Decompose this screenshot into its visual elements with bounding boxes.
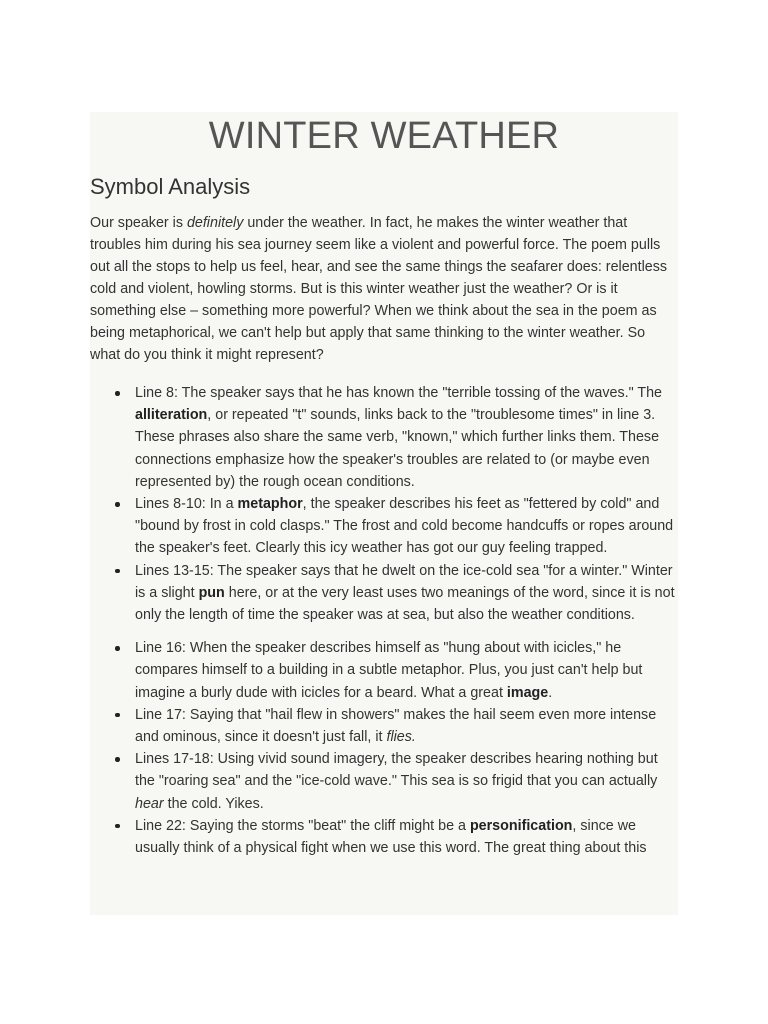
list-item-text: Lines 17-18: Using vivid sound imagery, the speaker describes hearing nothing but the "roaring sea" and the "ice-cold wave." This sea is so frigid that you can actually [135,751,658,790]
intro-paragraph [90,212,678,366]
list-item [135,637,678,704]
literary-term: pun [198,584,225,601]
literary-term: image [506,684,549,701]
list-item [135,704,678,748]
list-item-text: here, or at the very least uses two meanings of the word, since it is not only the length of time the speaker was at sea, but also the weather conditions. [135,584,675,624]
list-item [135,560,678,627]
document-page [90,112,678,915]
intro-emphasis: definitely [186,215,244,231]
list-item [135,382,678,493]
analysis-list [90,382,678,859]
literary-term: alliteration [135,407,208,424]
list-item-text: . [548,684,553,701]
list-item-text: Lines 8-10: In a [135,496,238,513]
intro-text: Our speaker is [90,215,187,231]
emphasis-word: hear [135,795,164,812]
page-title: WINTER WEATHER [208,115,560,157]
list-item [135,815,678,859]
list-item-text: the cold. Yikes. [163,795,264,812]
emphasis-word: flies. [386,729,416,746]
list-item-text: Line 16: When the speaker describes himself as "hung about with icicles," he compares himself to a building in a subtle metaphor. Plus, you just can't help but imagine a burly dude with icicles for a beard. What a great [135,640,643,701]
literary-term: personification [469,817,573,834]
literary-term: metaphor [237,496,303,513]
intro-text: under the weather. In fact, he makes the winter weather that troubles him during his sea journey seem like a violent and powerful force. The poem pulls out all the stops to help us feel, hear, and see the same things the seafarer does: relentless cold and violent, howling storms. But is this winter weather just the weather? Or is it something else – something more powerful? When we think about the sea in the poem as being metaphorical, we can't help but apply that same thinking to the winter weather. So what do you think it might represent? [90,215,667,363]
list-item [135,493,678,560]
list-item-text: , since we usually think of a physical fight when we use this word. The great thing about this [135,817,647,857]
list-item [135,748,678,815]
section-heading: Symbol Analysis [90,174,251,199]
list-item-text: Lines 13-15: The speaker says that he dwelt on the ice-cold sea "for a winter." Winter is a slight [135,562,673,601]
list-item-text: , or repeated "t" sounds, links back to the "troublesome times" in line 3. These phrases also share the same verb, "known," which further links them. These connections emphasize how the speaker's troubles are related to (or maybe even represented by) the rough ocean conditions. [135,407,660,490]
list-item-text: Line 8: The speaker says that he has known the "terrible tossing of the waves." The [135,385,662,401]
list-item-text: Line 22: Saying the storms "beat" the cliff might be a [135,817,470,834]
list-item-text: , the speaker describes his feet as "fettered by cold" and "bound by frost in cold clasps." The frost and cold become handcuffs or ropes around the speaker's feet. Clearly this icy weather has got our guy feeling trapped. [135,496,674,557]
list-item-text: Line 17: Saying that "hail flew in showers" makes the hail seem even more intense and ominous, since it doesn't just fall, it [135,706,657,746]
